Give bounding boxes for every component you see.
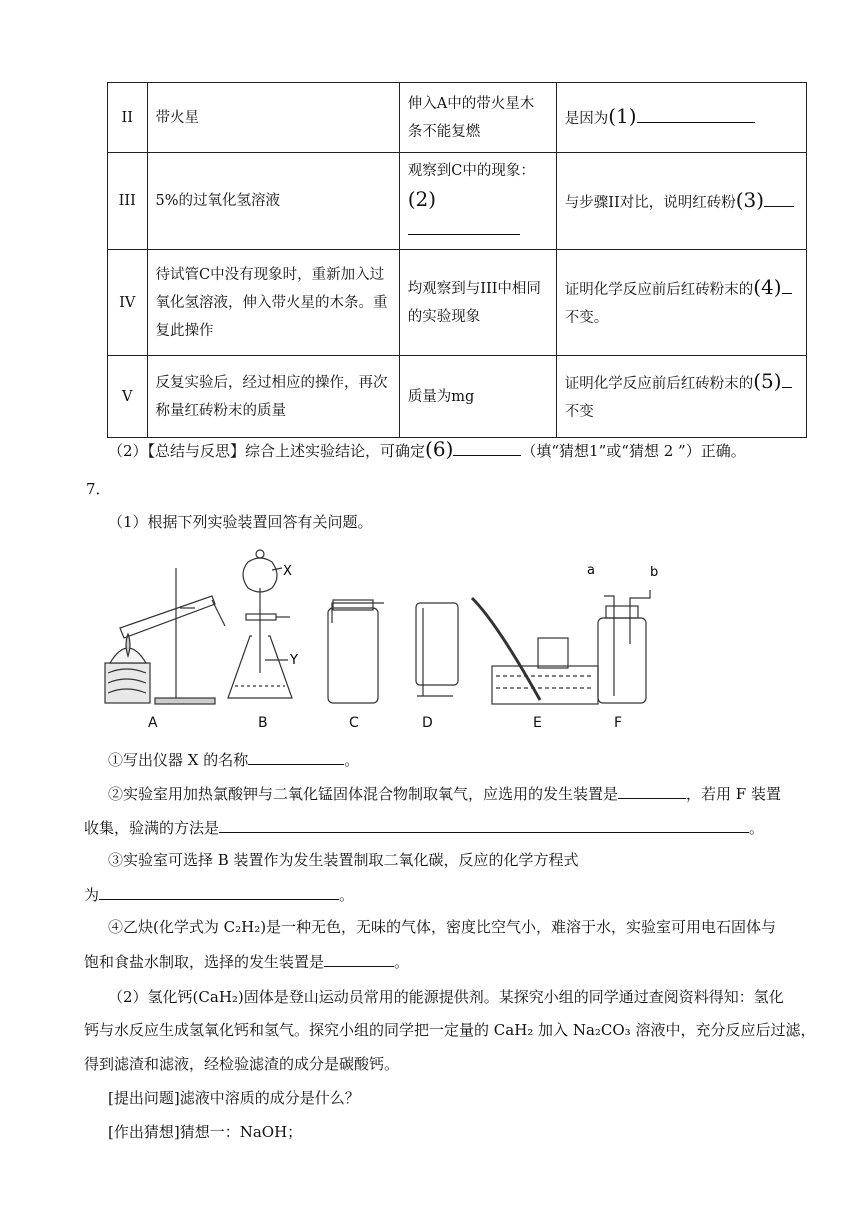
- step-number: II: [108, 83, 148, 153]
- subquestion-1: ①写出仪器 X 的名称 。: [108, 746, 359, 772]
- step-phenomenon: 质量为mg: [399, 356, 556, 438]
- answer-blank-1[interactable]: [637, 104, 755, 123]
- apparatus-c: [328, 600, 384, 703]
- part2-line2: 钙与水反应生成氢氧化钙和氢气。探究小组的同学把一定量的 CaH₂ 加入 Na₂CO₃ 溶液中，充分反应后过滤，: [84, 1021, 816, 1039]
- subquestion-4: ④乙炔(化学式为 C₂H₂)是一种无色，无味的气体，密度比空气小，难溶于水，实验室可用电石固体与: [108, 918, 777, 936]
- apparatus-label: A: [148, 715, 158, 731]
- step-number: V: [108, 356, 148, 438]
- step-phenomenon: 均观察到与III中相同的实验现象: [399, 250, 556, 356]
- apparatus-f: [598, 590, 650, 703]
- subquestion-3: ③实验室可选择 B 装置作为发生装置制取二氧化碳，反应的化学方程式: [108, 851, 579, 869]
- apparatus-figure: [100, 548, 700, 713]
- summary-line: （2）【总结与反思】综合上述实验结论，可确定(6) （填“猜想1”或“猜想 2 ”）正确。: [108, 437, 746, 461]
- label-a: a: [587, 563, 595, 578]
- question-intro: （1）根据下列实验装置回答有关问题。: [108, 513, 373, 531]
- answer-blank[interactable]: [248, 746, 344, 765]
- label-b: b: [650, 565, 659, 580]
- apparatus-a: [105, 568, 225, 704]
- step-number: IV: [108, 250, 148, 356]
- answer-blank-3[interactable]: [764, 188, 794, 207]
- table-row: [108, 356, 807, 438]
- step-operation: 5%的过氧化氢溶液: [147, 153, 399, 250]
- apparatus-label: E: [533, 715, 542, 731]
- apparatus-e: [472, 598, 598, 704]
- part2-question: [提出问题]滤液中溶质的成分是什么？: [108, 1089, 360, 1107]
- step-conclusion: 与步骤II对比，说明红砖粉(3): [556, 153, 806, 250]
- step-conclusion: 证明化学反应前后红砖粉末的(4) 不变。: [556, 250, 806, 356]
- table-row: [108, 250, 807, 356]
- answer-blank-6[interactable]: [453, 437, 521, 456]
- subquestion-2-cont: 收集，验满的方法是 。: [84, 814, 764, 840]
- step-operation: 反复实验后，经过相应的操作，再次称量红砖粉末的质量: [147, 356, 399, 438]
- experiment-table: [107, 82, 807, 438]
- step-operation: 带火星: [147, 83, 399, 153]
- table-row: [108, 83, 807, 153]
- question-number: 7．: [86, 480, 111, 498]
- blank-marker: (2): [407, 187, 437, 211]
- subquestion-2: ②实验室用加热氯酸钾与二氧化锰固体混合物制取氧气，应选用的发生装置是 ，若用 F 装置: [108, 780, 781, 806]
- blank-marker: (6): [425, 437, 454, 461]
- step-phenomenon: 伸入A中的带火星木条不能复燃: [399, 83, 556, 153]
- answer-blank[interactable]: [99, 881, 339, 900]
- blank-marker: (1): [608, 104, 637, 128]
- blank-marker: (3): [735, 187, 765, 212]
- step-phenomenon: 观察到C中的现象： (2): [399, 153, 556, 250]
- answer-blank-5[interactable]: [782, 369, 792, 388]
- label-x: X: [283, 564, 292, 579]
- blank-marker: (4): [753, 275, 782, 299]
- step-number: III: [108, 153, 148, 250]
- answer-blank[interactable]: [618, 780, 686, 799]
- answer-blank[interactable]: [219, 814, 749, 833]
- blank-marker: (5): [753, 369, 782, 393]
- step-conclusion: 是因为(1): [556, 83, 806, 153]
- step-conclusion: 证明化学反应前后红砖粉末的(5) 不变: [556, 356, 806, 438]
- apparatus-d: [416, 603, 458, 696]
- apparatus-label: D: [422, 715, 433, 731]
- part2-guess: [作出猜想]猜想一：NaOH；: [108, 1123, 303, 1141]
- apparatus-label: C: [349, 715, 359, 731]
- step-operation: 待试管C中没有现象时，重新加入过氧化氢溶液，伸入带火星的木条。重复此操作: [147, 250, 399, 356]
- subquestion-3-cont: 为 。: [84, 881, 354, 907]
- part2-line1: （2）氢化钙(CaH₂)固体是登山运动员常用的能源提供剂。某探究小组的同学通过查阅资料得知：氢化: [108, 988, 784, 1006]
- subquestion-4-cont: 饱和食盐水制取，选择的发生装置是 。: [84, 948, 409, 974]
- apparatus-label: F: [614, 715, 623, 731]
- label-y: Y: [290, 653, 298, 668]
- answer-blank-4[interactable]: [782, 275, 792, 294]
- table-row: [108, 153, 807, 250]
- answer-blank[interactable]: [324, 948, 394, 967]
- apparatus-label: B: [258, 715, 268, 731]
- answer-blank-2[interactable]: [408, 216, 520, 235]
- part2-line3: 得到滤渣和滤液，经检验滤渣的成分是碳酸钙。: [84, 1055, 400, 1073]
